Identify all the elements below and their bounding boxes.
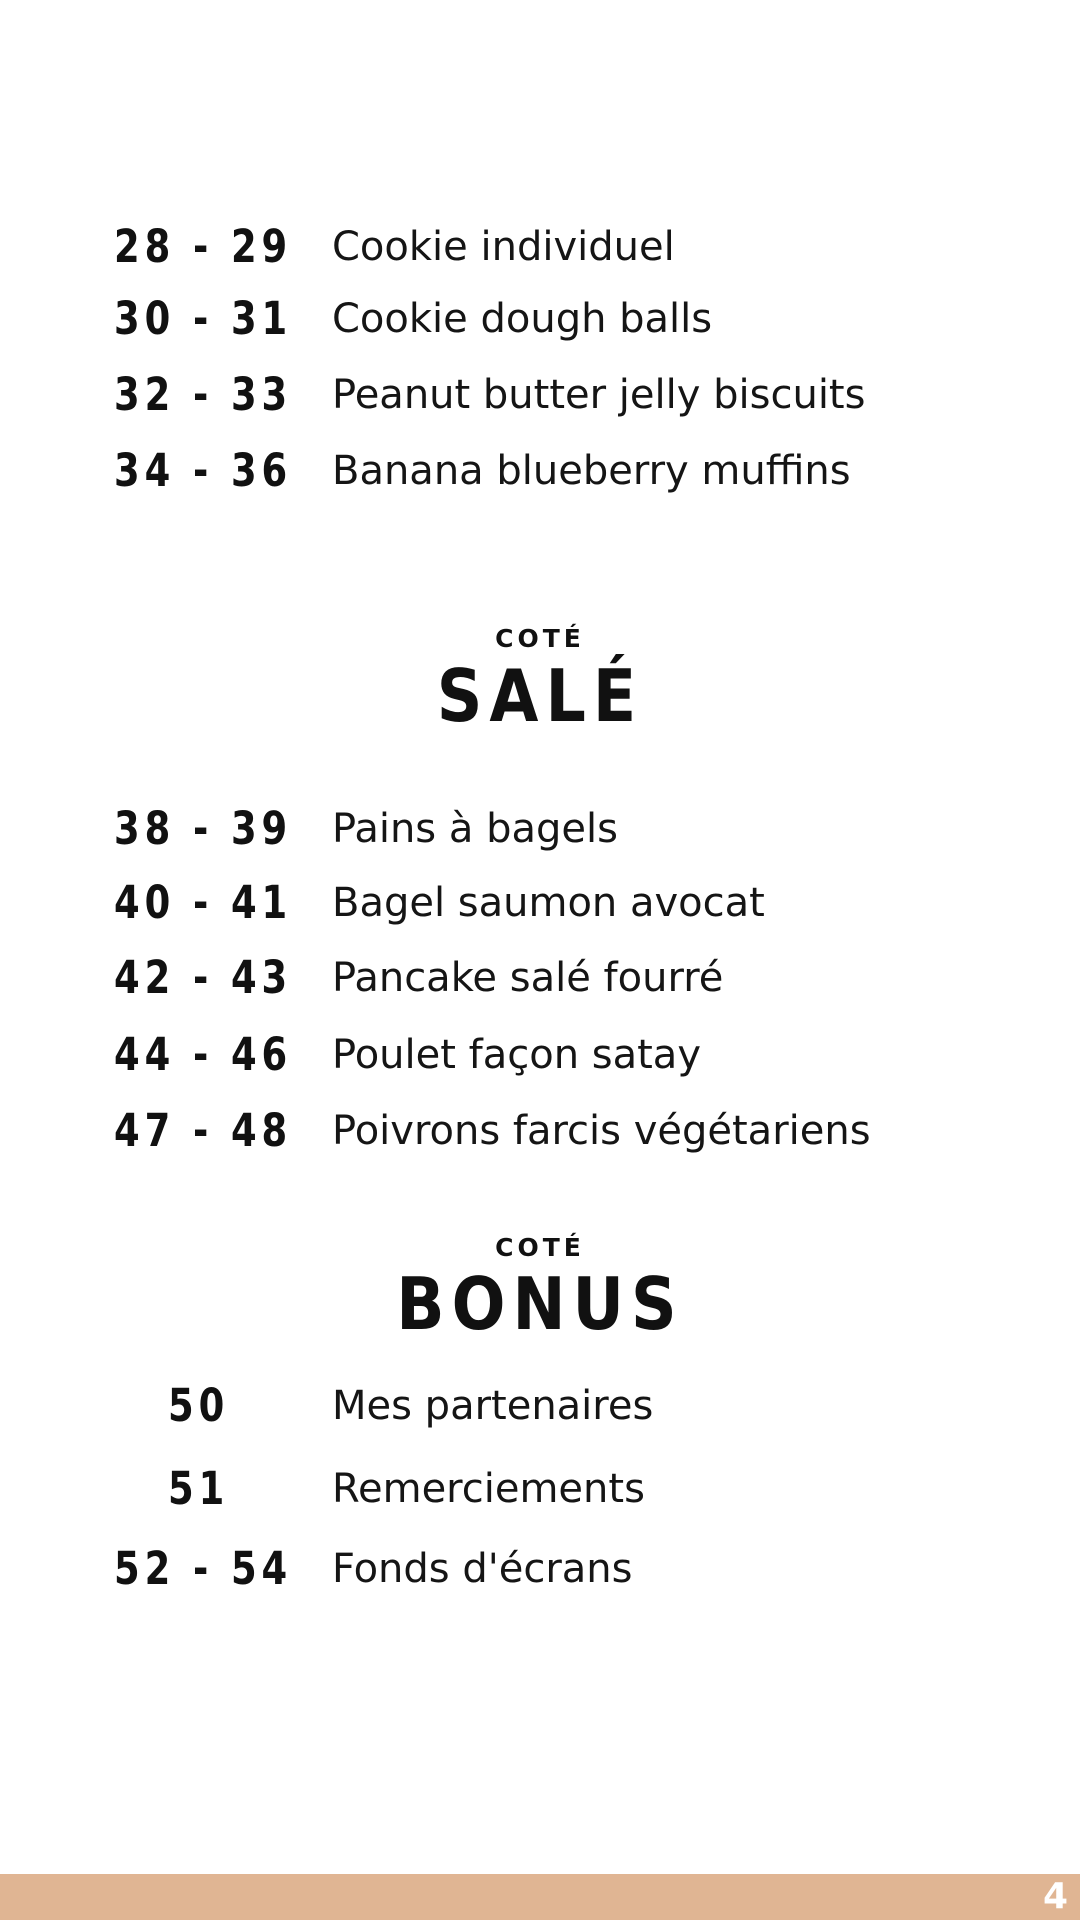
section-heading: SALÉ [436,654,644,738]
toc-entry [0,868,1080,938]
page-range: 42 - 43 [114,951,293,1004]
recipe-title: Fonds d'écrans [332,1546,633,1592]
toc-entry [0,1371,1080,1441]
recipe-title: Cookie dough balls [332,296,713,342]
recipe-title: Mes partenaires [332,1383,654,1429]
recipe-title: Cookie individuel [332,224,675,270]
section-heading: BONUS [396,1262,684,1346]
page-range: 30 - 31 [114,292,293,345]
toc-entry [0,212,1080,282]
recipe-title: Remerciements [332,1466,645,1512]
page-range: 38 - 39 [114,802,293,855]
recipe-title: Pancake salé fourré [332,955,724,1001]
toc-entry [0,436,1080,506]
recipe-title: Bagel saumon avocat [332,880,765,926]
recipe-title: Poivrons farcis végétariens [332,1108,871,1154]
page-range: 44 - 46 [114,1028,293,1081]
footer-bar [0,1874,1080,1920]
page-range: 51 [168,1462,230,1515]
page-range: 34 - 36 [114,444,293,497]
toc-entry [0,1454,1080,1524]
recipe-title: Peanut butter jelly biscuits [332,372,866,418]
page-range: 52 - 54 [114,1542,293,1595]
recipe-title: Pains à bagels [332,806,618,852]
page-range: 40 - 41 [114,876,293,929]
recipe-title: Poulet façon satay [332,1032,701,1078]
toc-entry [0,360,1080,430]
toc-entry [0,1534,1080,1604]
section-prefix: COTÉ [495,624,585,653]
toc-entry [0,1096,1080,1166]
page-range: 50 [168,1379,230,1432]
section-prefix: COTÉ [495,1233,585,1262]
toc-entry [0,1020,1080,1090]
toc-entry [0,794,1080,864]
page-range: 32 - 33 [114,368,293,421]
page-number: 4 [1042,1876,1068,1917]
page-range: 28 - 29 [114,220,293,273]
toc-entry [0,284,1080,354]
recipe-title: Banana blueberry muffins [332,448,851,494]
toc-entry [0,943,1080,1013]
page-range: 47 - 48 [114,1104,293,1157]
